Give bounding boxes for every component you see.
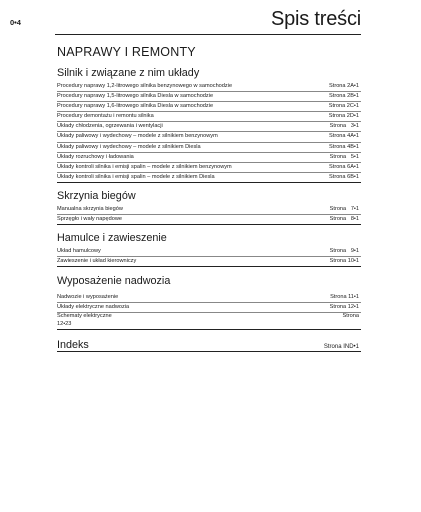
entry-page: Strona 2B•1 [329, 93, 359, 100]
entry-page: Strona 3•1 [329, 123, 359, 130]
main-heading: NAPRAWY I REMONTY [57, 45, 196, 59]
entry-label: Układy elektryczne nadwozia [57, 304, 130, 311]
section-title: Skrzynia biegów [57, 190, 136, 202]
section-body-equipment [57, 275, 361, 330]
entry-page: Strona 6A•1 [329, 163, 359, 170]
entry-label: Układ hamulcowy [57, 248, 101, 254]
entry-page: Strona 2D•1 [328, 113, 359, 120]
toc-entry[interactable] [57, 205, 361, 215]
entry-page: Strona 2C•1 [328, 103, 359, 110]
entry-label: Układy chłodzenia, ogrzewania i wentylacji [57, 123, 163, 130]
entry-label: Manualna skrzynia biegów [57, 206, 123, 212]
toc-entry[interactable] [57, 303, 361, 313]
toc-entry[interactable] [57, 293, 361, 303]
entry-page: Strona 7•1 [329, 206, 359, 212]
page-number: 0•4 [10, 18, 21, 27]
section-transmission [57, 190, 361, 225]
toc-entry[interactable] [57, 163, 361, 173]
entry-label: Sprzęgło i wały napędowe [57, 216, 122, 223]
entry-label: Procedury naprawy 1,2-litrowego silnika benzynowego w samochodzie [57, 83, 233, 89]
entry-label: Układy rozruchowy i ładowania [57, 153, 134, 160]
section-brakes-suspension [57, 232, 361, 267]
index-page: Strona IND•1 [323, 344, 359, 350]
entry-page: Strona 10•1 [329, 258, 359, 265]
entry-label: Schematy elektryczne 12•23 [57, 313, 112, 327]
entry-label: Układy paliwowy i wydechowy – modele z silnikiem Diesla [57, 143, 201, 150]
section-title: Hamulce i zawieszenie [57, 232, 167, 244]
index-label: Indeks [57, 339, 89, 351]
toc-entry[interactable] [57, 313, 361, 330]
entry-label: Układy paliwowy i wydechowy – modele z silnikiem benzynowym [57, 133, 218, 140]
toc-entry[interactable] [57, 257, 361, 267]
toc-entry[interactable] [57, 143, 361, 153]
entry-page: Strona 4A•1 [329, 133, 359, 140]
entry-page: Strona 8•1 [329, 216, 359, 223]
toc-entry[interactable] [57, 102, 361, 112]
entry-page: Strona 12•1 [329, 304, 359, 311]
title-divider [55, 34, 361, 35]
entry-label: Układy kontroli silnika i emisji spalin – modele z silnikiem benzynowym [57, 163, 232, 170]
entry-page: Strona 11•1 [330, 294, 359, 300]
section-title: Wyposażenie nadwozia [57, 275, 171, 287]
toc-entry[interactable] [57, 215, 361, 225]
entry-page: Strona [342, 313, 359, 320]
toc-entry-index[interactable] [57, 337, 361, 352]
section-engine [57, 67, 361, 183]
entry-label: Procedury demontażu i remontu silnika [57, 113, 154, 120]
entry-label: Procedury naprawy 1,6-litrowego silnika Diesla w samochodzie [57, 103, 214, 110]
toc-entry[interactable] [57, 247, 361, 257]
entry-page: Strona 5•1 [329, 153, 359, 160]
entry-page: Strona 2A•1 [329, 83, 359, 89]
toc-entry[interactable] [57, 132, 361, 142]
section-title: Silnik i związane z nim układy [57, 67, 200, 79]
entry-label: Procedury naprawy 1,5-litrowego silnika Diesla w samochodzie [57, 93, 214, 100]
toc-entry[interactable] [57, 92, 361, 102]
toc-entry[interactable] [57, 153, 361, 163]
entry-page: Strona 9•1 [329, 248, 359, 254]
toc-entry[interactable] [57, 82, 361, 92]
toc-entry[interactable] [57, 112, 361, 122]
entry-label: Układy kontroli silnika i emisji spalin – modele z silnikiem Diesla [57, 173, 215, 180]
page-title: Spis treści [270, 8, 361, 30]
toc-entry[interactable] [57, 173, 361, 183]
entry-label: Nadwozie i wyposażenie [57, 294, 119, 300]
entry-page: Strona 4B•1 [329, 143, 359, 150]
entry-page: Strona 6B•1 [329, 173, 359, 180]
toc-entry[interactable] [57, 122, 361, 132]
entry-label: Zawieszenie i układ kierowniczy [57, 258, 137, 265]
